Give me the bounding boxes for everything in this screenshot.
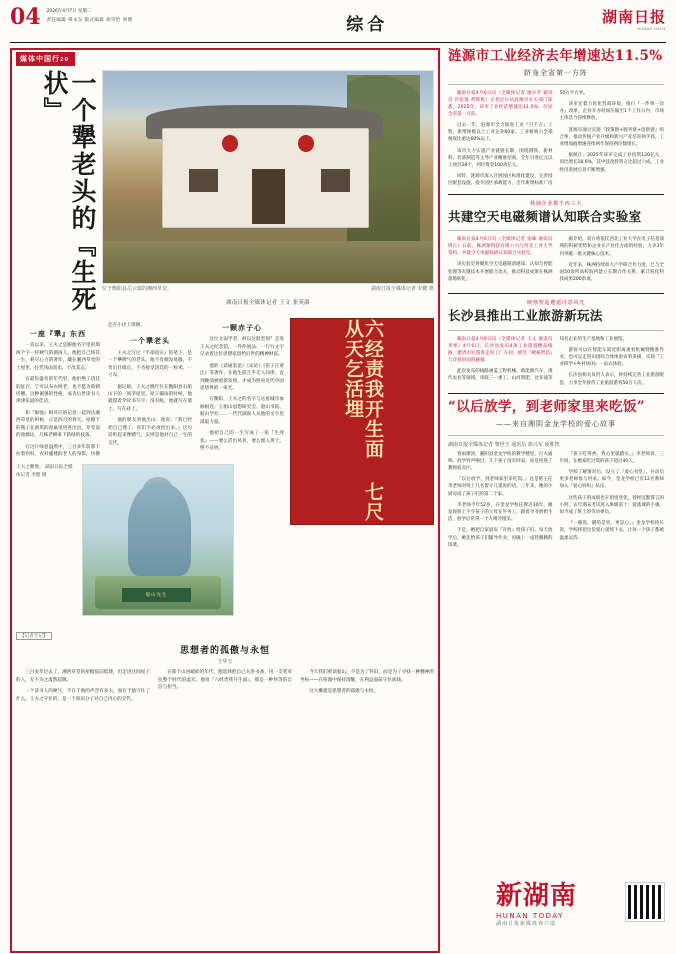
paragraph: 在那个山河破碎的年代，他选择把自己关进书斋，用一支笔对抗整个时代的虚无。他说『六经责我开生面』，那是一种何等的自信与担当。 <box>158 670 292 691</box>
story-changsha-headline: 长沙县推出工业旅游新玩法 <box>448 308 603 324</box>
paragraph: 于是，她把自家厨房『开放』给孩子们。每天放学后，她先给孩子们辅导作业，再做上一桌热腾腾的饭菜。 <box>448 528 553 548</box>
feature-article <box>10 48 440 953</box>
story-changsha-body <box>448 336 664 387</box>
brand-logo-en: HUNAN TODAY <box>496 912 564 920</box>
story-lianyuan-body <box>448 90 664 188</box>
masthead-editors: 责任编辑 谭永东 版式编辑 胡雪怡 周倜 <box>46 17 133 23</box>
story-zhuzhou-lab <box>448 200 664 288</box>
paragraph: 据介绍，双方将依托西北工业大学在电子信息领域的科研优势和企业在产业化方面的经验，力争3年内突破一批关键核心技术。 <box>559 237 664 257</box>
divider <box>448 230 664 231</box>
photo-lantern-left <box>222 135 239 152</box>
paragraph: 这位文弱学者，何以这般坚韧？走进王夫之纪念馆，一件件展品、一行行文字记录着这位思想家留给后世的精神财富。 <box>200 337 284 358</box>
divider <box>448 84 664 85</box>
masthead-left <box>10 6 132 28</box>
calligraphy-banner <box>290 318 434 525</box>
masthead <box>10 6 666 43</box>
photo-thatched-cottage <box>102 70 434 284</box>
paragraph: 『一顿饭，暖的是胃，更是心。』金龙学校校长说，学校将把这份爱心延续下去，让每一个孩子都被温柔以待。 <box>559 521 664 541</box>
story-zhuzhou-body <box>448 236 664 287</box>
divider <box>448 194 664 195</box>
paragraph: 『孩子吃得香，我心里就踏实。』李老师说。三年间，在她家吃过饭的孩子超过40人。 <box>559 451 664 464</box>
feature-body-columns <box>16 322 284 458</box>
paragraph: 在最负盛名的年代里，他拒绝了清廷的征召，宁可以布衣终老，也不愿为新朝折腰。这种倔强的性格，成为后世读书人津津乐道的佳话。 <box>16 377 100 405</box>
calligraphy-text: 六经责我开生面 七尺从天乞活埋 <box>342 319 384 522</box>
right-column <box>448 48 664 953</box>
feature-photo-block <box>102 70 434 318</box>
story-teacher-body <box>448 451 664 550</box>
paragraph: 一个读书人的硬气，不在于他的声音有多大，而在于他守住了什么。王夫之守住的，是一个知识分子对自己内心的交代。 <box>16 689 150 702</box>
masthead-date: 2026年4月7日 星期二 <box>46 9 92 14</box>
brand-logo-cn: 湖南日报新媒体客户端 <box>496 921 557 927</box>
statue-plate: 船山先生 <box>122 588 191 602</box>
paragraph: 『以后放学，到老师家里来吃饭。』这是班主任李老师对班上几名留守儿童说的话。三年来，她的小厨房成了孩子们的第二个家。 <box>448 477 553 497</box>
paragraph: 在这片绿意盎然中，三百多年前那个拄着拐杖、衣衫褴褛的老人的身影，仿佛还在小径上徘徊。 <box>16 323 145 458</box>
subheading-1: 一座『犟』东西 <box>30 329 86 338</box>
brand-logo-name: 新湖南 <box>496 881 578 911</box>
reporter-note-title: 思想者的孤傲与永恒 <box>179 646 270 657</box>
paragraph: 他的朋友劝他出山，他说：『我已经把自己埋了，你们不必再挖出来。』这句话听起来像赌气，实则是他对自己一生的交代。 <box>108 418 192 446</box>
paragraph: 该实验室将聚焦空天电磁频谱感知、认知与智能处理等关键技术开展联合攻关，推动科技成果在株洲落地转化。 <box>448 262 553 282</box>
article-byline: 湖南日报全媒体记者 王文 张英淑 <box>226 299 310 306</box>
story-teacher-subhead: ——来自湘阴金龙学校的爱心故事 <box>496 419 616 428</box>
paragraph: 在衡阳，王夫之的名字与这座城市血脉相连。王船山思想研究会、船山书院、船山学社……一代代湖南人从他的文字里汲取力量。 <box>200 397 284 425</box>
photo-window-left <box>189 169 219 192</box>
paragraph: 同时，涟源市深入开展园区标准化建设，完善园区配套设施，提升园区承载能力，全年新增标准厂房50万平方米。 <box>448 90 588 187</box>
paragraph: 他把自己的一生写成了一张『生死状』——要么活出风骨，要么埋入黄土，绝不妥协。 <box>200 431 284 452</box>
paragraph: 据记载，王夫之晚年住在衡阳县石船山下的一间茅屋里，屋子漏雨的时候，他就撑着伞读书写字；没有纸，他就写在墙上、写在砖上。 <box>108 384 192 412</box>
paragraph: 一直以来，王夫之是跟他名字里的那两个字一样硬气的湖南人。他把自己终其一生、耗尽心力的著作，藏在湘西草堂的土屋里，任凭风雨雷电，不改其志。 <box>16 343 100 371</box>
divider <box>448 293 664 294</box>
qr-code-icon[interactable] <box>626 883 664 921</box>
story-lianyuan <box>448 48 664 188</box>
statue-block <box>16 464 284 616</box>
page-number: 04 <box>10 4 41 30</box>
paragraph: 此次发布的线路涵盖工程机械、新能源汽车、现代农业等领域，串联三一重工、山河智能、比亚迪等知名企业的生产基地和工业展馆。 <box>448 336 627 382</box>
paragraph: 该市还着力优化营商环境，推行『一件事一次办』改革，企业开办时间压缩至1个工作日内，市场主体活力持续释放。 <box>559 102 664 122</box>
story-changsha-tourism <box>448 299 664 387</box>
masthead-meta <box>47 6 133 24</box>
section-ribbon-label: 媒体中国行 <box>20 55 60 63</box>
paragraph: 过去一年，涟源市全力推进工业『百千万』工程，新增规模以上工业企业60家，工业税收占全部税收比重达60%以上。 <box>448 123 553 143</box>
statue-figure <box>128 483 191 576</box>
paragraph: 近年来，株洲持续加大产学研合作力度，已与全国50余所高校院所建立长期合作关系，累计转化科技成果200余项。 <box>559 262 664 283</box>
paragraph: 他的《读通鉴论》《宋论》《张子正蒙注》等著作，在他生前几乎无人问津，直到晚清被重新发现，才成为照亮近代中国思想界的一束光。 <box>200 363 284 391</box>
page-title: 综合 <box>346 15 389 35</box>
story-zhuzhou-headline: 共建空天电磁频谱认知联合实验室 <box>448 208 642 224</box>
paragraph: 三百多年过去了，湘西草堂的屋檐依旧低矮，但走进这间屋子的人，无不为之肃然起敬。 <box>16 670 150 683</box>
story-credit: 湖南日报4月6日讯（全媒体记者 谢卓芳 通讯员 肖星群 黄辉辉）记者近日从涟源市有关部门获悉，2025年，该市工业经济增速达11.5%，位居全省第一方阵。 <box>448 90 553 118</box>
story-lianyuan-subhead: 跻身全省第一方阵 <box>524 68 588 77</box>
paragraph: 长沙县相关负责人表示，将持续完善工业旅游配套，力争全年接待工业旅游游客50万人次。 <box>559 373 664 386</box>
feature-headline: 一个犟老头的『生死状』 <box>40 70 97 313</box>
page-body <box>10 48 666 953</box>
brand-logo-block[interactable] <box>496 883 664 953</box>
photo-door <box>252 169 285 224</box>
feature-top <box>16 70 434 318</box>
divider <box>448 330 664 331</box>
photo-lantern-right <box>298 135 315 152</box>
section-ribbon <box>16 52 75 66</box>
subheading-2: 一个犟老头 <box>130 336 170 346</box>
photo-credit: 湖南日报全媒体记者 李健 摄 <box>370 286 434 292</box>
masthead-right <box>602 6 666 31</box>
divider <box>448 393 664 394</box>
paragraph: 游客可以在智能车间近距离观看机械臂精准作业，也可以走进田园综合体体验农事采摘，实现『工业研学+乡村休闲』一站式体验。 <box>559 347 664 368</box>
reporter-note-label: 【记者手记】 <box>16 632 52 640</box>
reporter-note <box>16 622 434 703</box>
story-lianyuan-headline: 涟源市工业经济去年增速达11.5% <box>448 48 663 64</box>
photo-statue <box>82 464 234 616</box>
photo-caption <box>102 286 434 294</box>
paragraph: 李老师今年52岁，在金龙学校任教近30年。她发现班上不少孩子的父母在外务工，跟着爷爷奶奶生活，放学后常常一个人啃冷馒头。 <box>448 502 553 523</box>
divider <box>448 435 664 436</box>
paragraph: 该市大力实施产业链链长制，围绕钢铁、新材料、装备制造等主导产业精准招商，全年引进亿元以上项目28个，到位资金160余亿元。 <box>448 148 553 168</box>
paper-name-en: HUNAN DAILY <box>637 27 666 31</box>
paragraph: 和『倔强』相对应的记者一起到达湘西草堂的时候，正是四月的春天，屋檐下的燕子在新筑的泥巢里进进出出，草堂前的池塘边，几株老柳垂下新绿的枝条。 <box>16 410 100 439</box>
statue-caption: 王夫之雕像。 湖南日报全媒体记者 李健 摄 <box>16 465 73 478</box>
story-teacher-meal <box>448 399 664 550</box>
story-teacher-credit: 湖南日报全媒体记者 黎世王 通讯员 郭兴军 聂胜智 <box>448 441 560 448</box>
story-zhuzhou-kicker: 株洲企业携手西工大 <box>529 200 583 207</box>
paragraph: 王夫之写这『半部真实』的笔下，是一个犟脾气的老头。他不肯剃发易服，不肯出仕做官，不肯接受清廷的一粒米、一寸布。 <box>108 350 192 379</box>
paragraph: 据统计，2025年该市完成工业投资120亿元，同比增长18.6%，其中技改投资占比超过六成，工业经济发展后劲不断增强。 <box>559 153 664 173</box>
paragraph: 春雨淅沥，湘阴县金龙学校的教学楼里，灯火通明。放学铃声响过，几个孩子没有回家，而是拐进了教师宿舍区。 <box>448 451 553 472</box>
reporter-note-author: 王华玉 <box>217 659 233 666</box>
story-credit: 湖南日报4月6日讯（全媒体记者 王文 通讯员 李果）4月6日，长沙县发布4条工业旅游精品线路，邀请市民游客走进工厂车间，感受『硬核智造』与诗意田园的碰撞。 <box>448 336 553 363</box>
photo-caption-text: 位于衡阳县岳云镇的湘西草堂。 <box>102 286 173 292</box>
story-credit: 湖南日报4月6日讯（全媒体记者 张咪 通讯员 周正）日前，株洲某科技有限公司与西北工业大学签约，共建空天电磁频谱认知联合实验室。 <box>448 237 553 257</box>
paragraph: 学校了解情况后，设立了『爱心食堂』，并动员更多老师参与进来。如今，金龙学校已有12名教师加入『爱心妈妈』队伍。 <box>559 470 664 490</box>
story-teacher-headline: “以后放学，到老师家里来吃饭” <box>448 398 646 415</box>
paragraph: 涟源市通过实施『政策链+服务链+创新链』组合拳，推动传统产业升级和新兴产业培育两手抓，工业增加值增速连续两年保持两位数增长。 <box>559 127 664 147</box>
paragraph: 今天我们重读船山，不是为了怀旧，而是为了寻找一种精神的坐标——在喧嚣中保持清醒，在利益面前守住底线。 <box>300 670 434 683</box>
section-ribbon-number: 20 <box>60 57 69 63</box>
subheading-3: 一颗赤子心 <box>222 323 262 332</box>
paper-name: 湖南日报 <box>601 8 666 26</box>
story-changsha-kicker: 硬核智造邂逅诗意风光 <box>527 300 585 307</box>
paragraph: 这大概就是思想者的孤傲与永恒。 <box>309 689 379 695</box>
photo-window-right <box>321 169 351 192</box>
reporter-note-columns <box>16 669 434 703</box>
photo-ground <box>103 241 433 283</box>
paragraph: 这些孩子的成绩也在悄悄变化。曾经沉默寡言的小明，去年期末考试进入班级前十；爱逃课的小强，如今成了班上的劳动委员。 <box>559 495 664 516</box>
